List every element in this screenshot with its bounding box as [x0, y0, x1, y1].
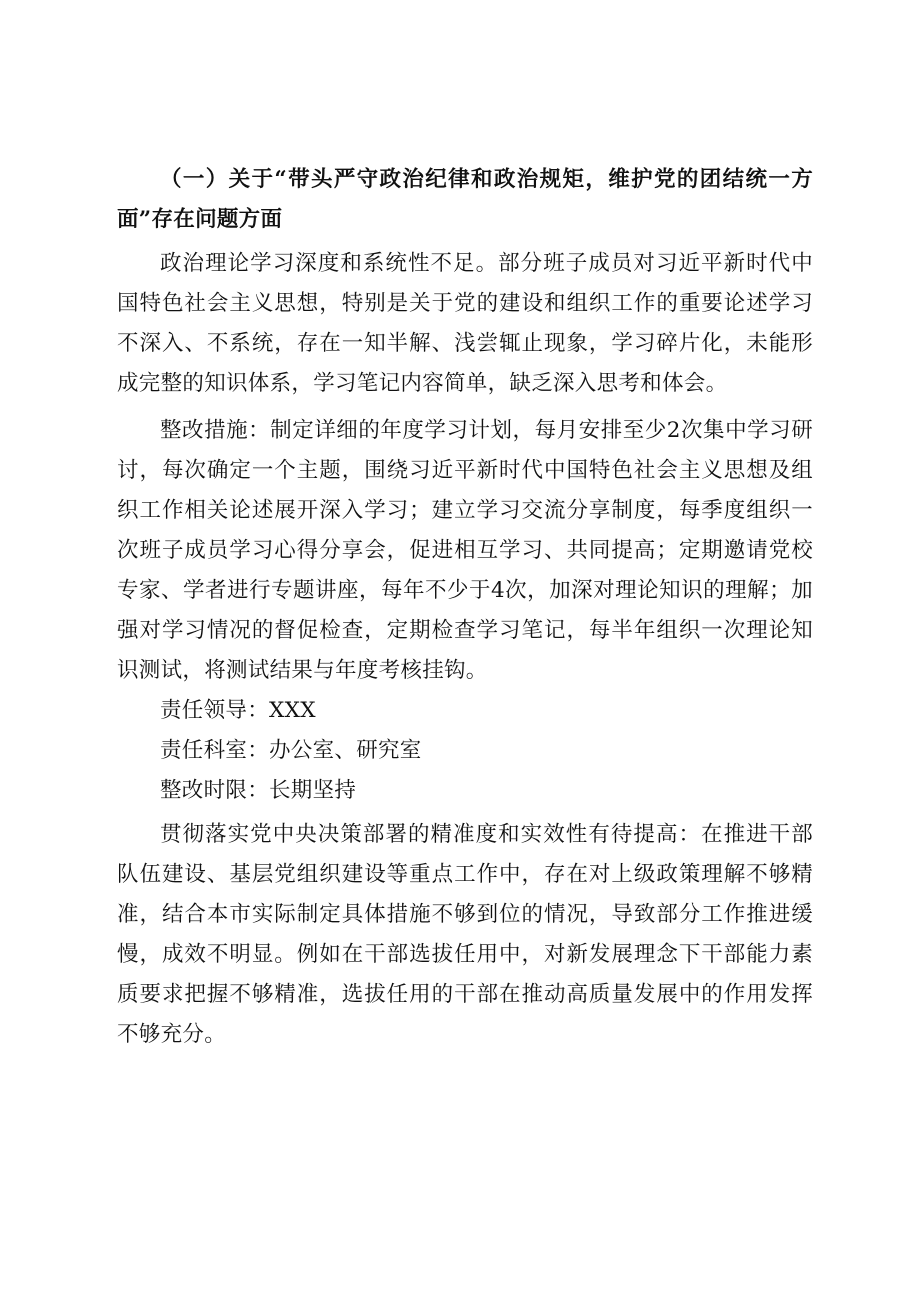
- responsible-leader-line: 责任领导：XXX: [160, 698, 316, 723]
- deadline-line: 整改时限：长期坚持: [160, 778, 357, 803]
- document-body: [117, 160, 813, 1055]
- section-heading: （一）关于“带头严守政治纪律和政治规矩，维护党的团结统一方面”存在问题方面: [117, 167, 813, 232]
- issue-paragraph-implementation: 贯彻落实党中央决策部署的精准度和实效性有待提高：在推进干部队伍建设、基层党组织建设等重点工作中，存在对上级政策理解不够精准，结合本市实际制定具体措施不够到位的情况，导致部分工作推进缓慢，成效不明显。例如在干部选拔任用中，对新发展理念下干部能力素质要求把握不够精准，选拔任用的干部在推动高质量发展中的作用发挥不够充分。: [117, 822, 813, 1047]
- rectification-measures-paragraph: 整改措施：制定详细的年度学习计划，每月安排至少2次集中学习研讨，每次确定一个主题，围绕习近平新时代中国特色社会主义思想及组织工作相关论述展开深入学习；建立学习交流分享制度，每季度组织一次班子成员学习心得分享会，促进相互学习、共同提高；定期邀请党校专家、学者进行专题讲座，每年不少于4次，加深对理论知识的理解；加强对学习情况的督促检查，定期检查学习笔记，每半年组织一次理论知识测试，将测试结果与年度考核挂钩。: [117, 418, 813, 683]
- issue-paragraph-study: 政治理论学习深度和系统性不足。部分班子成员对习近平新时代中国特色社会主义思想，特别是关于党的建设和组织工作的重要论述学习不深入、不系统，存在一知半解、浅尝辄止现象，学习碎片化，未能形成完整的知识体系，学习笔记内容简单，缺乏深入思考和体会。: [117, 251, 813, 396]
- responsible-office-line: 责任科室：办公室、研究室: [160, 738, 422, 763]
